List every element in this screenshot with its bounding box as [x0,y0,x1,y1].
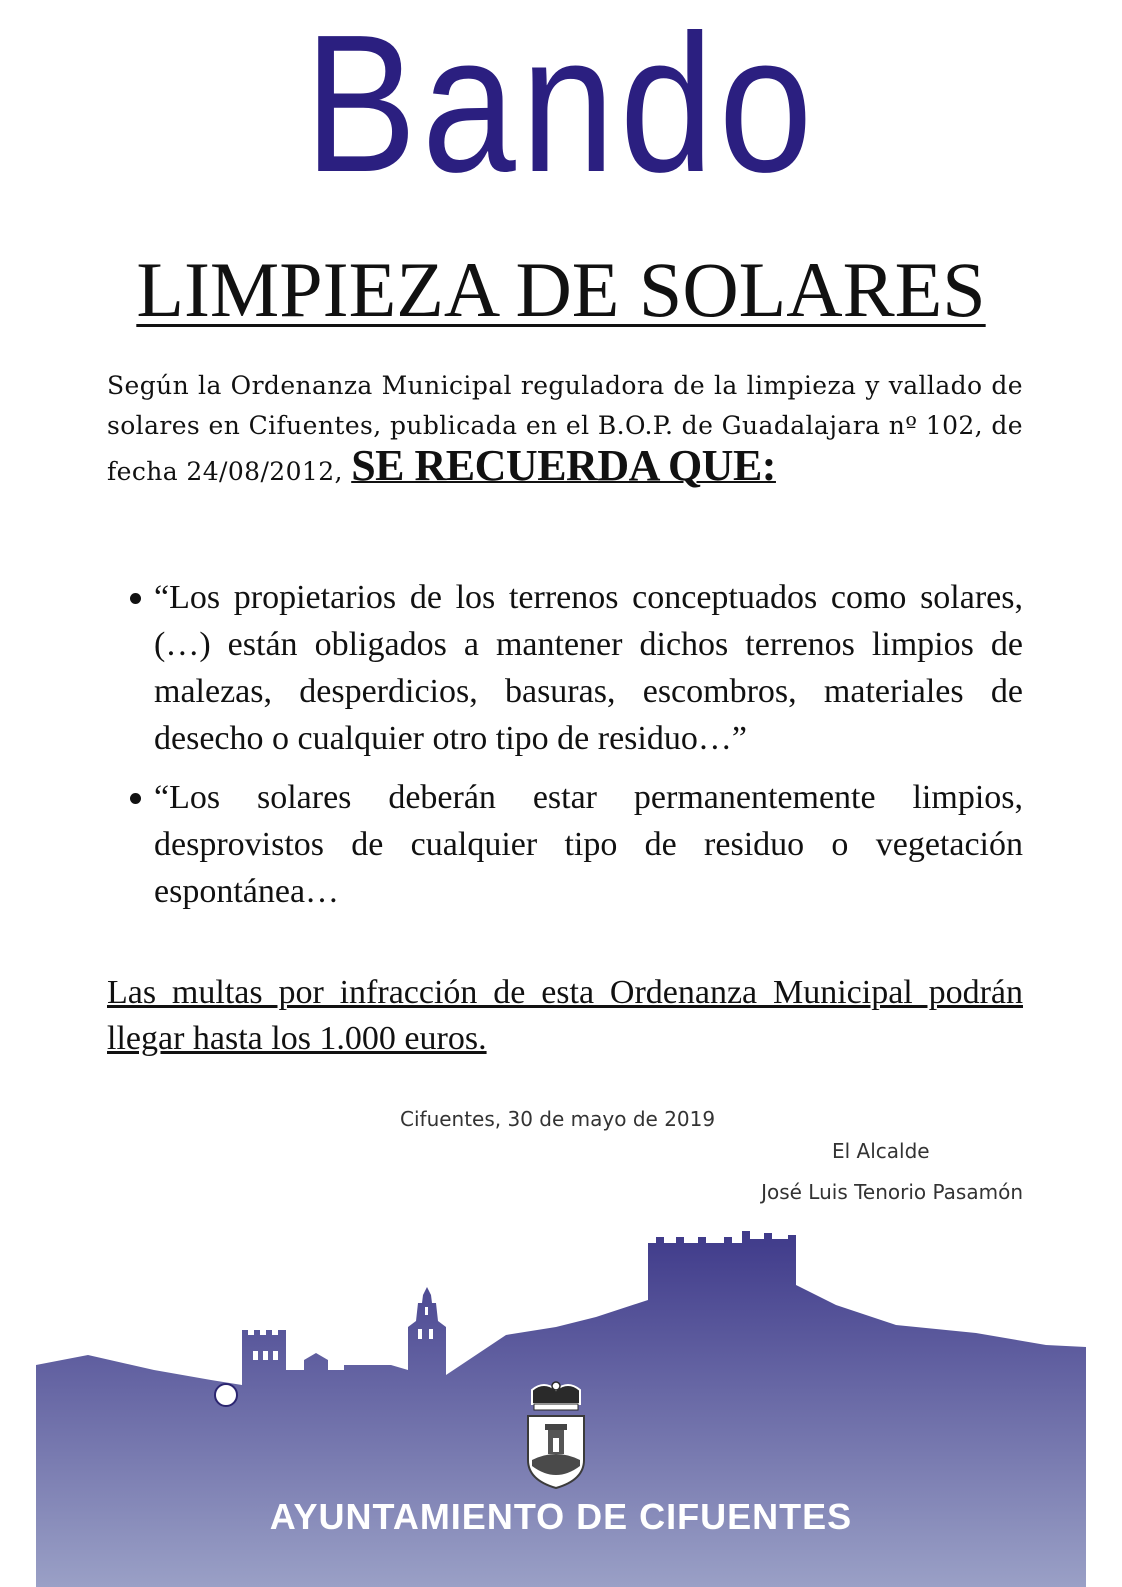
intro-emphasis: SE RECUERDA QUE: [351,441,776,490]
list-item [130,574,1023,762]
tower-window [263,1351,268,1360]
fine-notice: Las multas por infracción de esta Ordenanza Municipal podrán llegar hasta los 1.000 euros. [107,974,1023,1057]
belfry-window [429,1329,433,1339]
tower-window [253,1351,258,1360]
page-title: Bando [304,0,818,213]
signature-date: Cifuentes, 30 de mayo de 2019 [400,1107,716,1131]
list-item [130,774,1023,915]
coat-of-arms-icon [528,1382,584,1488]
intro-text: Según la Ordenanza Municipal reguladora de la limpieza y vallado de solares en Cifuentes, publicada en el B.O.P. de Guadalajara nº 102, de fecha 24/08/2012, [107,371,1023,486]
signature-role: El Alcalde [832,1139,930,1163]
bullet-text: “Los propietarios de los terrenos conceptuados como solares, (…) están obligados a mantener dichos terrenos limpios de malezas, desperdicios, basuras, escombros, materiales de desecho o cualquier otro tipo de residuo…” [154,579,1023,757]
bullet-list [130,574,1023,927]
intro-paragraph [107,366,1023,492]
signature-name: José Luis Tenorio Pasamón [761,1180,1023,1204]
bullet-text: “Los solares deberán estar permanentemente limpios, desprovistos de cualquier tipo de residuo o vegetación espontánea… [154,779,1023,910]
round-window [215,1384,237,1406]
belfry-window [425,1307,428,1315]
page-subtitle: LIMPIEZA DE SOLARES [136,246,986,333]
belfry-window [418,1329,422,1339]
tower-window [273,1351,278,1360]
organization-name: AYUNTAMIENTO DE CIFUENTES [269,1496,853,1537]
bullet-icon [130,593,141,604]
bullet-icon [130,793,141,804]
